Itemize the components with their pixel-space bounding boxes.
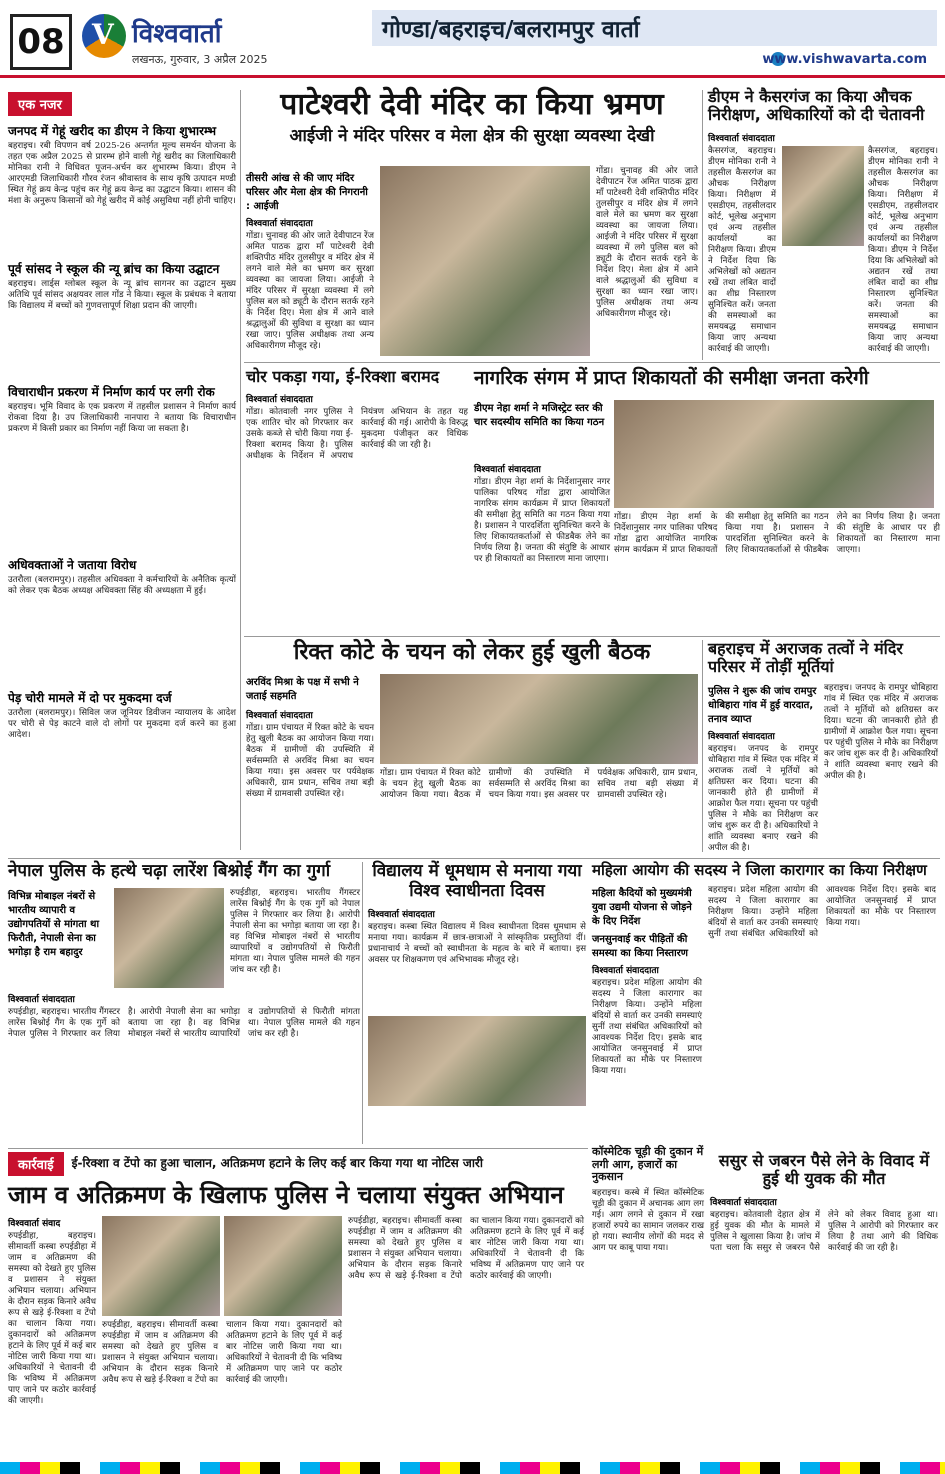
dm-inspection-story: [708, 88, 938, 370]
mahila-kicker-2: जनसुनवाई कर पीड़ितों की समस्या का किया निस्तारण: [592, 934, 689, 960]
theft-story: [246, 368, 468, 626]
murtiyan-text-continued: बहराइच। जनपद के रामपुर धोबिहारा गांव में स्थित एक मंदिर में अराजक तत्वों ने मूर्तियों को क्षतिग्रस्त कर दिया। घटना की जानकारी होते ही ग्रामीणों में आक्रोश फैल गया। सूचना पर पहुंची पुलिस ने मौके का निरीक्षण कर जांच शुरू कर दी है। अधिकारियों ने शांति व्यवस्था बनाए रखने की अपील की है।: [824, 682, 938, 781]
fire-text: बहराइच। कस्बे में स्थित कॉस्मेटिक चूड़ी की दुकान में अचानक आग लग गई। आग लगने से दुकान में रखा हजारों रुपये का सामान जलकर राख हो गया। स्थानीय लोगों की मदद से आग पर काबू पाया गया।: [592, 1187, 704, 1253]
cosmetic-fire-story: [592, 1146, 704, 1458]
lead-subhead: आईजी ने मंदिर परिसर व मेला क्षेत्र की सुरक्षा व्यवस्था देखी: [289, 125, 655, 146]
baithak-byline: विश्ववार्ता संवाददाता: [246, 711, 313, 721]
nepal-byline: विश्ववार्ता संवाददाता: [8, 994, 75, 1005]
lead-headline: पाटेश्वरी देवी मंदिर का किया भ्रमण: [280, 87, 664, 122]
baithak-photo: [380, 674, 698, 764]
swadhinta-byline: विश्ववार्ता संवाददाता: [368, 910, 435, 921]
nagrik-kicker-box: [474, 400, 610, 460]
page-number: 08: [10, 14, 72, 70]
swadhinta-story: [368, 862, 586, 1144]
nagrik-body: [474, 462, 610, 632]
nagrik-kicker: डीएम नेहा शर्मा ने मजिस्ट्रेट स्तर की चार सदस्यीय समिति का किया गठन: [474, 403, 605, 428]
sasur-story: [710, 1152, 938, 1458]
swadhinta-headline: विद्यालय में धूमधाम से मनाया गया विश्व स्वाधीनता दिवस: [372, 861, 582, 901]
brand-name: विश्ववार्ता: [132, 19, 222, 49]
ek-nazar-tag: एक नजर: [8, 92, 72, 116]
baithak-text: गोंडा। ग्राम पंचायत में रिक्त कोटे के चयन हेतु खुली बैठक का आयोजन किया गया। बैठक में ग्रामीणों की उपस्थिति में सर्वसम्मति से अरविंद मिश्रा का चयन किया गया। इस अवसर पर पर्यवेक्षक अधिकारी, ग्राम प्रधान, सचिव तथा बड़ी संख्या में ग्रामवासी उपस्थित रहे।: [246, 723, 374, 799]
brief-headline: विचाराधीन प्रकरण में निर्माण कार्य पर लगी रोक: [8, 385, 215, 399]
fire-headline: कॉस्मेटिक चूड़ी की दुकान में लगी आग, हजारों का नुकसान: [592, 1145, 704, 1184]
masthead: [0, 0, 945, 78]
dm-inspection-photo: [782, 146, 864, 246]
brand-logo-icon: [82, 14, 126, 58]
lead-body: [246, 216, 374, 356]
section-divider: [244, 636, 940, 637]
murtiyan-story: [708, 640, 938, 852]
section-divider: [8, 858, 940, 859]
pull-quote: तीसरी आंख से की जाए मंदिर परिसर और मेला क्षेत्र की निगरानी : आईजी: [246, 173, 368, 212]
brief-text: उतरौला (बलरामपुर)। सिविल जज जूनियर डिवीजन न्यायालय के आदेश पर चोरी से पेड़ काटने वाले दो लोगों पर मुकदमा दर्ज करने का हुआ आदेश।: [8, 708, 236, 740]
baithak-left: [246, 674, 374, 852]
temple-police-photo: [380, 166, 590, 356]
dm-byline: विश्ववार्ता संवाददाता: [708, 133, 775, 144]
karwai-kicker: ई-रिक्शा व टेंपो का हुआ चालान, अतिक्रमण हटाने के लिए कई बार किया गया था नोटिस जारी: [71, 1156, 483, 1171]
theft-byline: विश्ववार्ता संवाददाता: [246, 395, 313, 406]
encroachment-photo-2: [224, 1216, 342, 1316]
mahila-text: बहराइच। प्रदेश महिला आयोग की सदस्य ने जिला कारागार का निरीक्षण किया। उन्होंने महिला बंदियों से वार्ता कर उनकी समस्याएं सुनीं तथा संबंधित अधिकारियों को आवश्यक निर्देश दिए। इसके बाद आयोजित जनसुनवाई में प्राप्त शिकायतों का मौके पर निस्तारण किया गया।: [592, 978, 702, 1077]
lead-text-continued: गोंडा। चुनावह की ओर जाते देवीपाटन रेंज अमित पाठक द्वारा माँ पाटेश्वरी देवी शक्तिपीठ मंदिर तुलसीपुर व मंदिर क्षेत्र में लगने वाले मेले का भ्रमण कर सुरक्षा व्यवस्था का जायजा लिया। आईजी ने मंदिर परिसर में सुरक्षा व्यवस्था में लगे पुलिस बल को ड्यूटी के दौरान सतर्क रहने के निर्देश दिए। मेला क्षेत्र में आने वाले श्रद्धालुओं की सुविधा व सुरक्षा का ध्यान रखा जाए। पुलिस अधीक्षक तथा अन्य अधिकारीगण मौजूद रहे।: [596, 166, 698, 319]
nagrik-body-right: [614, 512, 940, 632]
nagrik-byline: विश्ववार्ता संवाददाता: [474, 465, 541, 475]
nepal-police-story: [8, 862, 360, 1144]
lead-pullquote: [246, 170, 374, 210]
encroachment-photo-1: [102, 1216, 220, 1316]
print-color-bar: [0, 1462, 945, 1474]
baithak-headline: रिक्त कोटे के चयन को लेकर हुई खुली बैठक: [293, 640, 651, 665]
karwai-story: [8, 1152, 588, 1458]
nagrik-text: गोंडा। डीएम नेहा शर्मा के निर्देशानुसार नगर पालिका परिषद गोंडा द्वारा आयोजित नागरिक संगम कार्यक्रम में प्राप्त शिकायतों की समीक्षा हेतु समिति का गठन किया गया है। प्रशासन ने पारदर्शिता सुनिश्चित करने के लिए शिकायतकर्ताओं से फीडबैक लेने का निर्णय लिया है। जनता की संतुष्टि के आधार पर ही शिकायतों का निस्तारण माना जाएगा।: [474, 477, 610, 564]
ek-nazar-column: [8, 92, 236, 852]
mahila-text-continued: बहराइच। प्रदेश महिला आयोग की सदस्य ने जिला कारागार का निरीक्षण किया। उन्होंने महिला बंदियों से वार्ता कर उनकी समस्याएं सुनीं तथा संबंधित अधिकारियों को आवश्यक निर्देश दिए। इसके बाद आयोजित जनसुनवाई में प्राप्त शिकायतों का मौके पर निस्तारण किया गया।: [708, 885, 936, 940]
lead-text: गोंडा। चुनावह की ओर जाते देवीपाटन रेंज अमित पाठक द्वारा माँ पाटेश्वरी देवी शक्तिपीठ मंदिर तुलसीपुर व मंदिर क्षेत्र में लगने वाले मेले का भ्रमण कर सुरक्षा व्यवस्था का जायजा लिया। आईजी ने मंदिर परिसर में सुरक्षा व्यवस्था में लगे पुलिस बल को ड्यूटी के दौरान सतर्क रहने के निर्देश दिए। मेला क्षेत्र में आने वाले श्रद्धालुओं की सुविधा व सुरक्षा का ध्यान रखा जाए। पुलिस अधीक्षक तथा अन्य अधिकारीगण मौजूद रहे।: [246, 231, 374, 351]
column-divider: [702, 640, 703, 852]
baithak-body-right: [380, 768, 698, 852]
nagrik-text-continued: गोंडा। डीएम नेहा शर्मा के निर्देशानुसार नगर पालिका परिषद गोंडा द्वारा आयोजित नागरिक संगम कार्यक्रम में प्राप्त शिकायतों की समीक्षा हेतु समिति का गठन किया गया है। प्रशासन ने पारदर्शिता सुनिश्चित करने के लिए शिकायतकर्ताओं से फीडबैक लेने का निर्णय लिया है। जनता की संतुष्टि के आधार पर ही शिकायतों का निस्तारण माना जाएगा।: [614, 512, 940, 555]
theft-text: गोंडा। कोतवाली नगर पुलिस ने एक शातिर चोर को गिरफ्तार कर उसके कब्जे से चोरी किया गया ई-रिक्शा बरामद किया है। पुलिस अधीक्षक के निर्देशन में अपराध नियंत्रण अभियान के तहत यह कार्रवाई की गई। आरोपी के विरुद्ध मुकदमा पंजीकृत कर विधिक कार्रवाई की जा रही है।: [246, 407, 468, 462]
school-event-photo: [368, 1016, 586, 1106]
murtiyan-headline: बहराइच में अराजक तत्वों ने मंदिर परिसर में तोड़ीं मूर्तियां: [708, 639, 903, 677]
column-divider: [240, 90, 241, 850]
website-link[interactable]: www.vishwavarta.com: [762, 52, 927, 67]
murtiyan-byline: विश्ववार्ता संवाददाता: [708, 731, 775, 742]
karwai-tag: कार्रवाई: [8, 1152, 64, 1176]
brief-text: बहराइच। रबी विपणन वर्ष 2025-26 अन्तर्गत मूल्य समर्थन योजना के तहत एक अप्रैल 2025 से प्रारम्भ होने वाली गेहूं खरीद का जिलाधिकारी मोनिका रानी ने विधिवत पूजन-अर्चन कर शुभारम्भ किया। डीएम ने आरएमडी जिलाधिकारी गौरव रंजन श्रीवास्तव के साथ कृषि उत्पादन मण्डी स्थित गेहूं क्रय केन्द्र पहुंच कर गेहूं क्रय केन्द्र का उद्घाटन किया। शासन की मंशा के अनुरूप किसानों को गेहूं खरीद में कोई असुविधा नहीं होनी चाहिए।: [8, 141, 236, 206]
swadhinta-text: बहराइच। कस्बा स्थित विद्यालय में विश्व स्वाधीनता दिवस धूमधाम से मनाया गया। कार्यक्रम में छात्र-छात्राओं ने सांस्कृतिक प्रस्तुतियां दीं। प्रधानाचार्य ने बच्चों को स्वाधीनता के महत्व के बारे में बताया। इस अवसर पर शिक्षकगण एवं अभिभावक मौजूद रहे।: [368, 922, 586, 966]
section-divider: [8, 1148, 588, 1149]
karwai-text-continued: रुपईडीहा, बहराइच। सीमावर्ती कस्बा रुपईडीहा में जाम व अतिक्रमण की समस्या को देखते हुए पुलिस व प्रशासन ने संयुक्त अभियान चलाया। अभियान के दौरान सड़क किनारे अवैध रूप से खड़े ई-रिक्शा व टेंपो का चालान किया गया। दुकानदारों को अतिक्रमण हटाने के लिए पूर्व में कई बार नोटिस जारी किया गया था। अधिकारियों ने चेतावनी दी कि भविष्य में अतिक्रमण पाए जाने पर कठोर कार्रवाई की जाएगी।: [102, 1319, 342, 1385]
karwai-text: रुपईडीहा, बहराइच। सीमावर्ती कस्बा रुपईडीहा में जाम व अतिक्रमण की समस्या को देखते हुए पुलिस व प्रशासन ने संयुक्त अभियान चलाया। अभियान के दौरान सड़क किनारे अवैध रूप से खड़े ई-रिक्शा व टेंपो का चालान किया गया। दुकानदारों को अतिक्रमण हटाने के लिए पूर्व में कई बार नोटिस जारी किया गया था। अधिकारियों ने चेतावनी दी कि भविष्य में अतिक्रमण पाए जाने पर कठोर कार्रवाई की जाएगी।: [8, 1230, 96, 1406]
section-divider: [244, 362, 940, 363]
section-title: गोण्डा/बहराइच/बलरामपुर वार्ता: [372, 10, 937, 46]
column-divider: [362, 862, 363, 1144]
dm-headline: डीएम ने कैसरगंज का किया औचक निरीक्षण, अधिकारियों को दी चेतावनी: [708, 87, 925, 125]
mahila-kicker: महिला कैदियों को मुख्यमंत्री युवा उद्यमी योजना से जोड़ने के दिए निर्देश: [592, 888, 692, 928]
brief-text: बहराइच। भूमि विवाद के एक प्रकरण में तहसील प्रशासन ने निर्माण कार्य रोकवा दिया है। उप जिलाधिकारी नानपारा ने बताया कि विचाराधीन प्रकरण में किसी प्रकार का निर्माण नहीं किया जा सकता है।: [8, 402, 236, 434]
mahila-ayog-story: [592, 862, 938, 1144]
nepal-kicker: विभिन्न मोबाइल नंबरों से भारतीय व्यापारी व उद्योगपतियों से मांगता था फिरौती, नेपाली सेना का भगोड़ा है राम बहादुर: [8, 890, 100, 958]
baithak-kicker: अरविंद मिश्रा के पक्ष में सभी ने जताई सहमति: [246, 677, 359, 702]
nepal-headline: नेपाल पुलिस के हत्थे चढ़ा लारेंश बिश्नोई गैंग का गुर्गा: [8, 861, 331, 881]
brief-headline: पेड़ चोरी मामले में दो पर मुकदमा दर्ज: [8, 691, 172, 705]
nepal-text-continued: रुपईडीहा, बहराइच। भारतीय गैंगस्टर लारेंस बिश्नोई गैंग के एक गुर्गे को नेपाल पुलिस ने गिरफ्तार कर लिया है। आरोपी नेपाली सेना का भगोड़ा बताया जा रहा है। वह विभिन्न मोबाइल नंबरों से भारतीय व्यापारियों व उद्योगपतियों से फिरौती मांगता था। नेपाल पुलिस मामले की गहन जांच कर रही है।: [8, 1006, 360, 1039]
accused-photo: [114, 888, 224, 988]
karwai-byline: विश्ववार्ता संवाद: [8, 1218, 61, 1229]
brief-text: उतरौला (बलरामपुर)। तहसील अधिवक्ता ने कर्मचारियों के अनैतिक कृत्यों को लेकर एक बैठक अध्यक्ष अधिवक्ता सिंह की अध्यक्षता में हुई।: [8, 575, 236, 596]
karwai-text-more: रुपईडीहा, बहराइच। सीमावर्ती कस्बा रुपईडीहा में जाम व अतिक्रमण की समस्या को देखते हुए पुलिस व प्रशासन ने संयुक्त अभियान चलाया। अभियान के दौरान सड़क किनारे अवैध रूप से खड़े ई-रिक्शा व टेंपो का चालान किया गया। दुकानदारों को अतिक्रमण हटाने के लिए पूर्व में कई बार नोटिस जारी किया गया था। अधिकारियों ने चेतावनी दी कि भविष्य में अतिक्रमण पाए जाने पर कठोर कार्रवाई की जाएगी।: [348, 1215, 584, 1281]
dm-text-continued: कैसरगंज, बहराइच। डीएम मोनिका रानी ने तहसील कैसरगंज का औचक निरीक्षण किया। निरीक्षण में एसडीएम, तहसीलदार कोर्ट, भूलेख अनुभाग एवं अन्य तहसील कार्यालयों का निरीक्षण किया। डीएम ने निर्देश दिया कि अभिलेखों को अद्यतन रखें तथा लंबित वादों का शीघ्र निस्तारण सुनिश्चित करें। जनता की समस्याओं का समयबद्ध समाधान किया जाए अन्यथा कार्रवाई की जाएगी।: [868, 145, 938, 354]
nagrik-sangam-photo: [614, 400, 934, 508]
sasur-text: बहराइच। कोतवाली देहात क्षेत्र में हुई युवक की मौत के मामले में पुलिस ने खुलासा किया है। जांच में पता चला कि ससुर से जबरन पैसे लेने को लेकर विवाद हुआ था। पुलिस ने आरोपी को गिरफ्तार कर लिया है तथा आगे की विधिक कार्रवाई की जा रही है।: [710, 1209, 938, 1253]
dateline: लखनऊ, गुरुवार, 3 अप्रैल 2025: [132, 53, 268, 66]
sasur-byline: विश्ववार्ता संवाददाता: [710, 1197, 777, 1208]
karwai-headline: जाम व अतिक्रमण के खिलाफ पुलिस ने चलाया संयुक्त अभियान: [8, 1181, 564, 1209]
murtiyan-kicker: पुलिस ने शुरू की जांच रामपुर धोबिहारा गांव में हुई वारदात, तनाव व्याप्त: [708, 685, 817, 725]
nagrik-headline: नागरिक संगम में प्राप्त शिकायतों की समीक्षा जनता करेगी: [474, 367, 869, 389]
mahila-headline: महिला आयोग की सदस्य ने जिला कारागार का किया निरीक्षण: [592, 861, 927, 879]
brief-text: बहराइच। लार्ड्स ग्लोबल स्कूल के न्यू ब्रांच सागनर का उद्घाटन मुख्य अतिथि पूर्व सांसद अक्षयवर लाल गोंड ने किया। स्कूल के प्रबंधक ने बताया कि विद्यालय में बच्चों को गुणवत्तापूर्ण शिक्षा प्रदान की जाएगी।: [8, 279, 236, 311]
brief-headline: अधिवक्ताओं ने जताया विरोध: [8, 558, 137, 572]
brief-headline: जनपद में गेहूं खरीद का डीएम ने किया शुभारम्भ: [8, 124, 217, 138]
column-divider: [702, 90, 703, 360]
brief-headline: पूर्व सांसद ने स्कूल की न्यू ब्रांच का किया उद्घाटन: [8, 262, 220, 276]
lead-byline: विश्ववार्ता संवाददाता: [246, 219, 313, 229]
theft-headline: चोर पकड़ा गया, ई-रिक्शा बरामद: [246, 367, 440, 386]
dm-text: कैसरगंज, बहराइच। डीएम मोनिका रानी ने तहसील कैसरगंज का औचक निरीक्षण किया। निरीक्षण में एसडीएम, तहसीलदार कोर्ट, भूलेख अनुभाग एवं अन्य तहसील कार्यालयों का निरीक्षण किया। डीएम ने निर्देश दिया कि अभिलेखों को अद्यतन रखें तथा लंबित वादों का शीघ्र निस्तारण सुनिश्चित करें। जनता की समस्याओं का समयबद्ध समाधान किया जाए अन्यथा कार्रवाई की जाएगी।: [708, 145, 776, 354]
nepal-text: रुपईडीहा, बहराइच। भारतीय गैंगस्टर लारेंस बिश्नोई गैंग के एक गुर्गे को नेपाल पुलिस ने गिरफ्तार कर लिया है। आरोपी नेपाली सेना का भगोड़ा बताया जा रहा है। वह विभिन्न मोबाइल नंबरों से भारतीय व्यापारियों व उद्योगपतियों से फिरौती मांगता था। नेपाल पुलिस मामले की गहन जांच कर रही है।: [230, 887, 360, 975]
murtiyan-text: बहराइच। जनपद के रामपुर धोबिहारा गांव में स्थित एक मंदिर में अराजक तत्वों ने मूर्तियों को क्षतिग्रस्त कर दिया। घटना की जानकारी होते ही ग्रामीणों में आक्रोश फैल गया। सूचना पर पहुंची पुलिस ने मौके का निरीक्षण कर जांच शुरू कर दी है। अधिकारियों ने शांति व्यवस्था बनाए रखने की अपील की है।: [708, 743, 818, 853]
mahila-byline: विश्ववार्ता संवाददाता: [592, 966, 659, 977]
baithak-text-continued: गोंडा। ग्राम पंचायत में रिक्त कोटे के चयन हेतु खुली बैठक का आयोजन किया गया। बैठक में ग्रामीणों की उपस्थिति में सर्वसम्मति से अरविंद मिश्रा का चयन किया गया। इस अवसर पर पर्यवेक्षक अधिकारी, ग्राम प्रधान, सचिव तथा बड़ी संख्या में ग्रामवासी उपस्थित रहे।: [380, 768, 698, 800]
sasur-headline: ससुर से जबरन पैसे लेने के विवाद में हुई थी युवक की मौत: [718, 1151, 930, 1189]
lead-body-right: [596, 166, 698, 356]
